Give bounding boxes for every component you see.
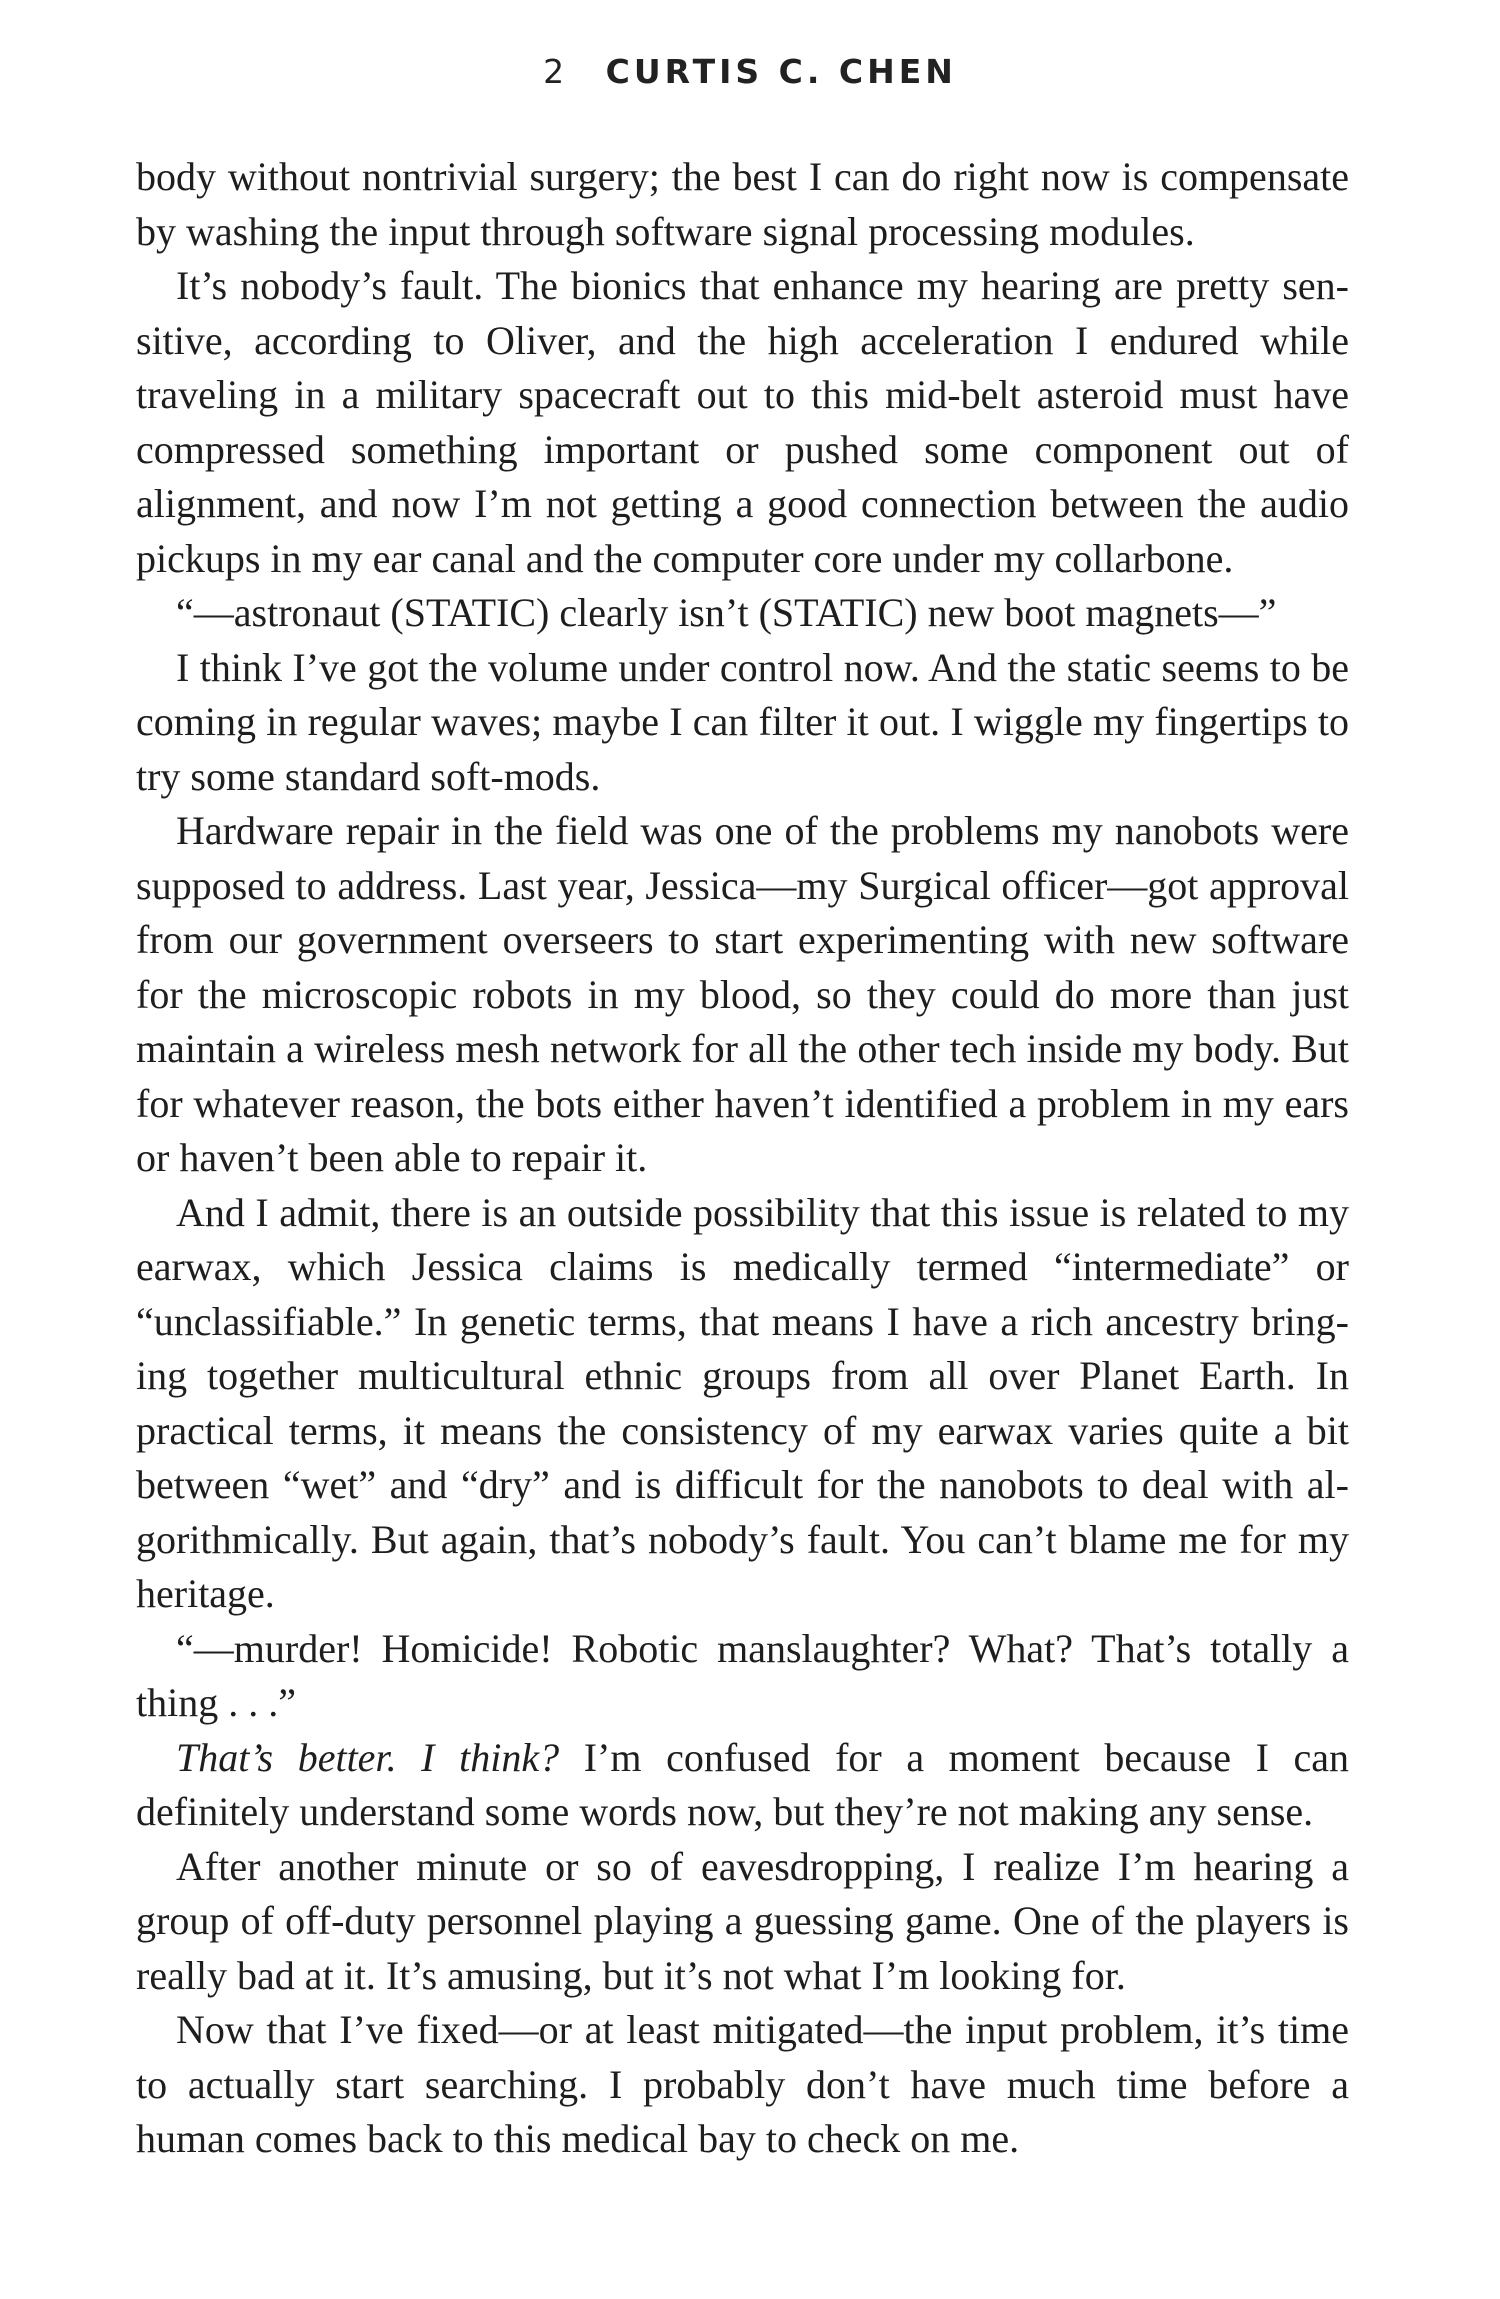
italic-thought: That’s better. I think? [176, 1734, 560, 1780]
paragraph-4: I think I’ve got the volume under control now. And the static seems to be coming in regular waves; maybe I can filter it out. I wiggle my fingertips to try some standard soft-mods. [136, 644, 1349, 799]
body-text [136, 150, 1349, 2167]
paragraph-7-dialogue: “—murder! Homicide! Robotic manslaughter? What? That’s totally a thing . . .” [136, 1625, 1349, 1725]
paragraph-9: After another minute or so of eavesdropping, I realize I’m hearing a group of off-duty personnel playing a guessing game. One of the players is really bad at it. It’s amusing, but it’s not what I’m looking for. [136, 1843, 1349, 1998]
paragraph-8-text: I’m confused for a moment because I can definitely understand some words now, but they’re not making any sense. [136, 1734, 1350, 1834]
paragraph-2: It’s nobody’s fault. The bionics that enhance my hearing are pretty sensitive, according to Oliver, and the high acceleration I endured while traveling in a military spacecraft out to this mid-belt asteroid must have compressed something important or pushed some component out of alignment, and now I’m not getting a good connection between the audio pickups in my ear canal and the computer core under my collarbone. [136, 263, 1349, 581]
paragraph-3-dialogue: “—astronaut (STATIC) clearly isn’t (STATIC) new boot magnets—” [176, 590, 1277, 635]
paragraph-5: Hardware repair in the field was one of the problems my nanobots were supposed to address. Last year, Jessica—my Surgical officer—got approval from our government overseers to start experimenting with new software for the microscopic robots in my blood, so they could do more than just maintain a wireless mesh network for all the other tech inside my body. But for whatever reason, the bots either haven’t identified a problem in my ears or haven’t been able to repair it. [136, 808, 1349, 1180]
paragraph-8 [136, 1731, 1349, 1840]
paragraph-10: Now that I’ve fixed—or at least mitigated—the input problem, it’s time to actually start searching. I probably don’t have much time before a human comes back to this medical bay to check on me. [136, 2007, 1349, 2161]
paragraph-6: And I admit, there is an outside possibility that this issue is related to my earwax, which Jessica claims is medically termed “intermediate” or “unclassifiable.” In genetic terms, that means I have a rich ancestry bringing together multicultural ethnic groups from all over Planet Earth. In practical terms, it means the consistency of my earwax varies quite a bit between “wet” and “dry” and is difficult for the nanobots to deal with algorithmically. But again, that’s nobody’s fault. You can’t blame me for my heritage. [136, 1189, 1349, 1616]
running-header-author: CURTIS C. CHEN [605, 52, 957, 91]
running-header [0, 52, 1500, 91]
paragraph-1: body without nontrivial surgery; the best I can do right now is compensate by washing the input through software signal processing modules. [136, 154, 1349, 254]
page-number: 2 [543, 52, 569, 91]
